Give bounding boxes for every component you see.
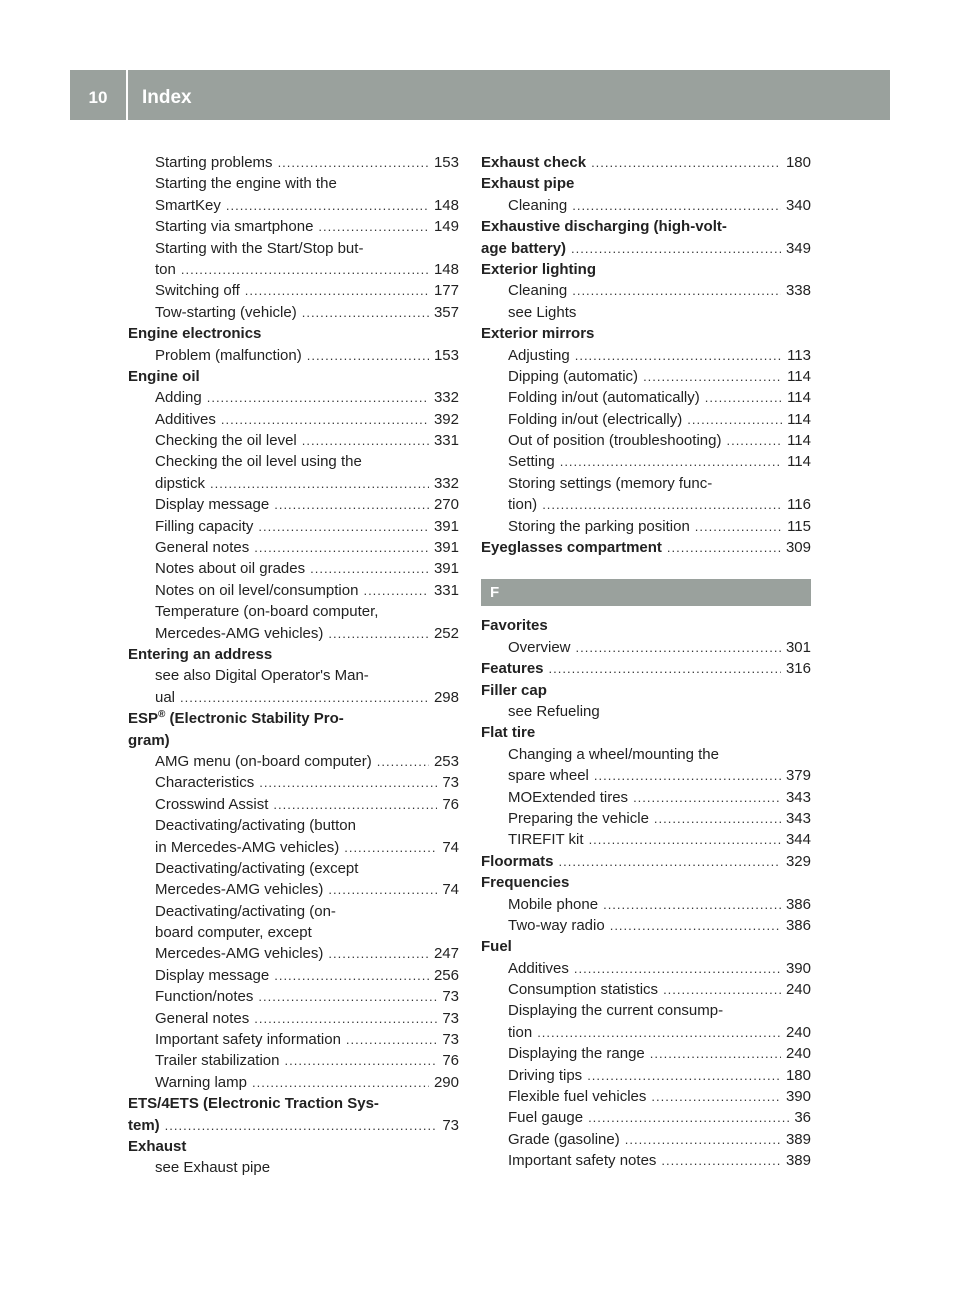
index-heading: ETS/4ETS (Electronic Traction Sys- [128, 1095, 379, 1113]
index-heading: Exhaust pipe [481, 175, 575, 193]
index-entry[interactable]: Out of position (troubleshooting) ..... 114 [481, 430, 811, 451]
index-entry[interactable]: ual ..... 298 [128, 687, 459, 708]
index-entry[interactable]: ton ..... 148 [128, 259, 459, 280]
index-entry[interactable]: Tow-starting (vehicle) ..... 357 [128, 302, 459, 323]
index-heading: ESP® (Electronic Stability Pro- [128, 709, 344, 728]
index-column-left [128, 152, 459, 1179]
index-entry[interactable]: Crosswind Assist ..... 76 [128, 794, 459, 815]
index-entry[interactable]: Display message ..... 256 [128, 965, 459, 986]
index-entry[interactable]: tion) ..... 116 [481, 494, 811, 515]
index-heading-entry[interactable]: Exhaust check ..... 180 [481, 152, 811, 173]
index-entry: Starting the engine with the [155, 175, 337, 193]
index-entry[interactable]: Important safety notes ..... 389 [481, 1150, 811, 1171]
index-entry: Temperature (on-board computer, [155, 603, 379, 621]
index-entry[interactable]: Storing the parking position ..... 115 [481, 516, 811, 537]
index-entry[interactable]: Preparing the vehicle ..... 343 [481, 808, 811, 829]
index-entry[interactable]: see Exhaust pipe [155, 1159, 271, 1177]
index-heading: Exterior mirrors [481, 325, 595, 343]
index-entry[interactable]: Display message ..... 270 [128, 494, 459, 515]
index-heading-entry[interactable]: Eyeglasses compartment ..... 309 [481, 537, 811, 558]
index-entry[interactable]: spare wheel ..... 379 [481, 765, 811, 786]
index-entry[interactable]: Fuel gauge ..... 36 [481, 1107, 811, 1128]
index-heading: Exterior lighting [481, 260, 597, 278]
index-entry: Deactivating/activating (except [155, 859, 359, 877]
index-entry: board computer, except [155, 924, 312, 942]
index-entry[interactable]: Additives ..... 390 [481, 958, 811, 979]
index-heading: Exhaustive discharging (high-volt- [481, 218, 727, 236]
index-entry: see also Digital Operator's Man- [155, 667, 369, 685]
index-heading-entry[interactable]: Floormats ..... 329 [481, 851, 811, 872]
index-entry[interactable]: Additives ..... 392 [128, 409, 459, 430]
index-heading: Exhaust [128, 1137, 187, 1155]
index-entry[interactable]: General notes ..... 73 [128, 1008, 459, 1029]
index-entry[interactable]: Mobile phone ..... 386 [481, 894, 811, 915]
index-heading: Filler cap [481, 681, 547, 699]
index-entry[interactable]: Problem (malfunction) ..... 153 [128, 345, 459, 366]
index-entry[interactable]: Two-way radio ..... 386 [481, 915, 811, 936]
page-number: 10 [88, 88, 108, 107]
index-entry: Deactivating/activating (on- [155, 902, 336, 920]
index-heading: Engine oil [128, 367, 200, 385]
index-entry[interactable]: Mercedes-AMG vehicles) ..... 74 [128, 879, 459, 900]
index-entry[interactable]: Mercedes-AMG vehicles) ..... 247 [128, 943, 459, 964]
index-entry[interactable]: Consumption statistics ..... 240 [481, 979, 811, 1000]
registered-mark: ® [158, 709, 166, 721]
index-entry: Deactivating/activating (button [155, 817, 356, 835]
index-entry[interactable]: dipstick ..... 332 [128, 473, 459, 494]
index-entry[interactable]: Warning lamp ..... 290 [128, 1072, 459, 1093]
index-entry[interactable]: Important safety information ..... 73 [128, 1029, 459, 1050]
index-entry[interactable]: Cleaning ..... 338 [481, 280, 811, 301]
index-entry[interactable]: Starting problems ..... 153 [128, 152, 459, 173]
index-entry[interactable]: Filling capacity ..... 391 [128, 516, 459, 537]
index-entry[interactable]: Function/notes ..... 73 [128, 986, 459, 1007]
index-heading-entry[interactable]: age battery) ..... 349 [481, 238, 811, 259]
index-entry[interactable]: see Refueling [508, 702, 600, 720]
index-heading: Engine electronics [128, 325, 262, 343]
index-entry[interactable]: Overview ..... 301 [481, 637, 811, 658]
header-divider [126, 70, 128, 120]
index-entry: Storing settings (memory func- [508, 474, 713, 492]
index-entry[interactable]: MOExtended tires ..... 343 [481, 787, 811, 808]
index-entry[interactable]: in Mercedes-AMG vehicles) ..... 74 [128, 837, 459, 858]
index-entry[interactable]: SmartKey ..... 148 [128, 195, 459, 216]
index-heading: Frequencies [481, 874, 570, 892]
index-entry[interactable]: Displaying the range ..... 240 [481, 1043, 811, 1064]
index-entry[interactable]: Mercedes-AMG vehicles) ..... 252 [128, 623, 459, 644]
index-heading-entry[interactable]: tem) ..... 73 [128, 1115, 459, 1136]
index-entry: Starting with the Start/Stop but- [155, 239, 364, 257]
index-entry: Checking the oil level using the [155, 453, 362, 471]
index-entry[interactable]: Dipping (automatic) ..... 114 [481, 366, 811, 387]
index-entry[interactable]: Setting ..... 114 [481, 451, 811, 472]
index-heading: Fuel [481, 938, 512, 956]
index-heading: Entering an address [128, 645, 273, 663]
index-entry[interactable]: AMG menu (on-board computer) ..... 253 [128, 751, 459, 772]
index-entry[interactable]: Flexible fuel vehicles ..... 390 [481, 1086, 811, 1107]
index-entry[interactable]: Checking the oil level ..... 331 [128, 430, 459, 451]
section-letter-header: F [481, 579, 811, 606]
index-entry[interactable]: Folding in/out (electrically) ..... 114 [481, 409, 811, 430]
index-entry: Changing a wheel/mounting the [508, 745, 719, 763]
index-entry[interactable]: see Lights [508, 303, 577, 321]
index-entry[interactable]: Notes on oil level/consumption ..... 331 [128, 580, 459, 601]
index-entry[interactable]: Folding in/out (automatically) ..... 114 [481, 387, 811, 408]
index-column-right [481, 152, 811, 1172]
index-entry[interactable]: Adjusting ..... 113 [481, 345, 811, 366]
index-entry[interactable]: Cleaning ..... 340 [481, 195, 811, 216]
index-heading: Favorites [481, 617, 548, 635]
index-entry[interactable]: Notes about oil grades ..... 391 [128, 558, 459, 579]
page-header [70, 70, 890, 120]
index-entry: Displaying the current consump- [508, 1002, 724, 1020]
index-entry[interactable]: TIREFIT kit ..... 344 [481, 829, 811, 850]
index-entry[interactable]: Grade (gasoline) ..... 389 [481, 1129, 811, 1150]
index-entry[interactable]: Adding ..... 332 [128, 387, 459, 408]
index-entry[interactable]: Characteristics ..... 73 [128, 772, 459, 793]
index-heading-entry[interactable]: Features ..... 316 [481, 658, 811, 679]
index-entry[interactable]: Switching off ..... 177 [128, 280, 459, 301]
index-entry[interactable]: Starting via smartphone ..... 149 [128, 216, 459, 237]
index-entry[interactable]: Driving tips ..... 180 [481, 1065, 811, 1086]
index-heading: gram) [128, 731, 170, 749]
index-entry[interactable]: Trailer stabilization ..... 76 [128, 1050, 459, 1071]
index-entry[interactable]: tion ..... 240 [481, 1022, 811, 1043]
index-entry[interactable]: General notes ..... 391 [128, 537, 459, 558]
index-heading: Flat tire [481, 724, 536, 742]
page-title: Index [142, 87, 192, 108]
